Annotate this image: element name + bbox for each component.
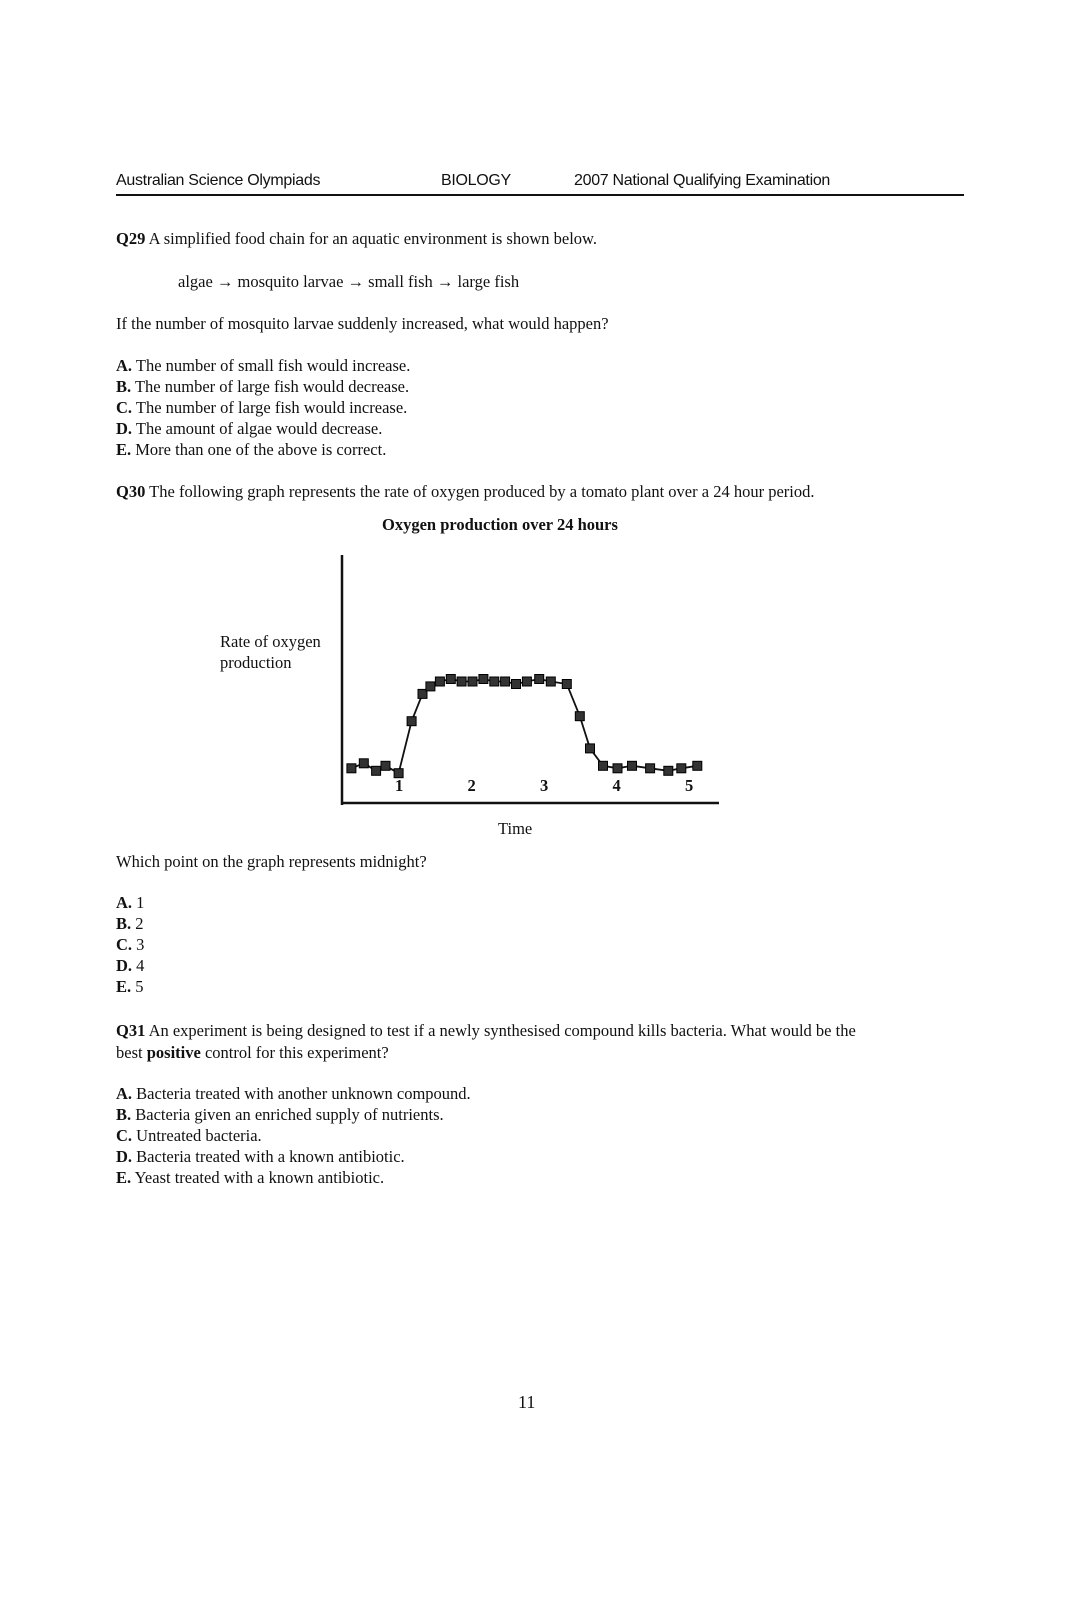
- chart-tick-label-1: 1: [395, 776, 404, 795]
- q31-option-b[interactable]: B. Bacteria given an enriched supply of nutrients.: [116, 1105, 444, 1124]
- chart-marker-18: [535, 675, 544, 684]
- q30-option-b[interactable]: B. 2: [116, 914, 144, 933]
- q31-option-c[interactable]: C. Untreated bacteria.: [116, 1126, 262, 1145]
- q29-option-a[interactable]: A. The number of small fish would increase.: [116, 356, 411, 375]
- chart-marker-27: [664, 766, 673, 775]
- chart-marker-8: [426, 682, 435, 691]
- chart-marker-23: [599, 761, 608, 770]
- chart-marker-12: [468, 677, 477, 686]
- q30-options: [116, 892, 144, 997]
- q31-options: [116, 1083, 471, 1188]
- header-exam-title: 2007 National Qualifying Examination: [574, 172, 831, 189]
- header-organization: Australian Science Olympiads: [116, 172, 321, 189]
- chart-marker-28: [677, 764, 686, 773]
- chart-marker-24: [613, 764, 622, 773]
- q30-question: Which point on the graph represents midnight?: [116, 852, 427, 871]
- chart-tick-label-3: 3: [540, 776, 549, 795]
- q29-option-c[interactable]: C. The number of large fish would increase.: [116, 398, 408, 417]
- page-number: 11: [518, 1392, 536, 1412]
- chart-marker-16: [512, 680, 521, 689]
- chart-tick-label-2: 2: [467, 776, 476, 795]
- chart-marker-10: [446, 675, 455, 684]
- chart-marker-11: [457, 677, 466, 686]
- q29-stem-text: A simplified food chain for an aquatic environment is shown below.: [148, 229, 598, 248]
- chart-marker-6: [407, 717, 416, 726]
- chart-series-line: [351, 679, 697, 773]
- chart-marker-1: [347, 764, 356, 773]
- chart-marker-3: [372, 766, 381, 775]
- chart-marker-9: [435, 677, 444, 686]
- chart-marker-26: [646, 764, 655, 773]
- chart-marker-2: [359, 759, 368, 768]
- q29-question: If the number of mosquito larvae suddenly increased, what would happen?: [116, 314, 609, 333]
- q30-option-a[interactable]: A. 1: [116, 893, 145, 912]
- chart-marker-25: [628, 761, 637, 770]
- chart-marker-19: [546, 677, 555, 686]
- q31-emphasis: positive: [146, 1043, 201, 1062]
- q29-option-d[interactable]: D. The amount of algae would decrease.: [116, 419, 383, 438]
- q30-option-e[interactable]: E. 5: [116, 977, 144, 996]
- chart-markers: [347, 675, 702, 778]
- chart-x-axis-label: Time: [498, 819, 533, 838]
- chart-marker-14: [490, 677, 499, 686]
- chart-title: Oxygen production over 24 hours: [382, 515, 618, 534]
- chart-y-axis-label: Rate of oxygen production: [220, 632, 321, 672]
- header-subject: BIOLOGY: [441, 172, 511, 189]
- q30-option-c[interactable]: C. 3: [116, 935, 145, 954]
- q30-option-d[interactable]: D. 4: [116, 956, 145, 975]
- q29-option-b[interactable]: B. The number of large fish would decrease.: [116, 377, 410, 396]
- chart-tick-label-5: 5: [685, 776, 694, 795]
- q30-stem-text: The following graph represents the rate of oxygen produced by a tomato plant over a 24 hour period.: [149, 482, 815, 501]
- chart-marker-20: [562, 680, 571, 689]
- chart-tick-label-4: 4: [612, 776, 621, 795]
- chart-marker-4: [381, 761, 390, 770]
- q30-number: Q30: [116, 482, 146, 501]
- q31-stem-line2: best positive control for this experiment?: [116, 1043, 389, 1062]
- chart-marker-15: [501, 677, 510, 686]
- q31-stem-text: An experiment is being designed to test if a newly synthesised compound kills bacteria. What would be the: [148, 1021, 856, 1040]
- chart-marker-17: [522, 677, 531, 686]
- chart-marker-22: [586, 744, 595, 753]
- chart-marker-13: [479, 675, 488, 684]
- q31-option-e[interactable]: E. Yeast treated with a known antibiotic.: [116, 1168, 385, 1187]
- q31-number: Q31: [116, 1021, 146, 1040]
- q31-option-a[interactable]: A. Bacteria treated with another unknown compound.: [116, 1084, 471, 1103]
- q31-stem-line1: [116, 1020, 856, 1041]
- q31-option-d[interactable]: D. Bacteria treated with a known antibiotic.: [116, 1147, 405, 1166]
- q29-food-chain: algae → mosquito larvae → small fish → large fish: [178, 272, 520, 291]
- chart-marker-21: [575, 712, 584, 721]
- q29-number: Q29: [116, 229, 146, 248]
- chart-marker-29: [693, 761, 702, 770]
- q29-option-e[interactable]: E. More than one of the above is correct.: [116, 440, 387, 459]
